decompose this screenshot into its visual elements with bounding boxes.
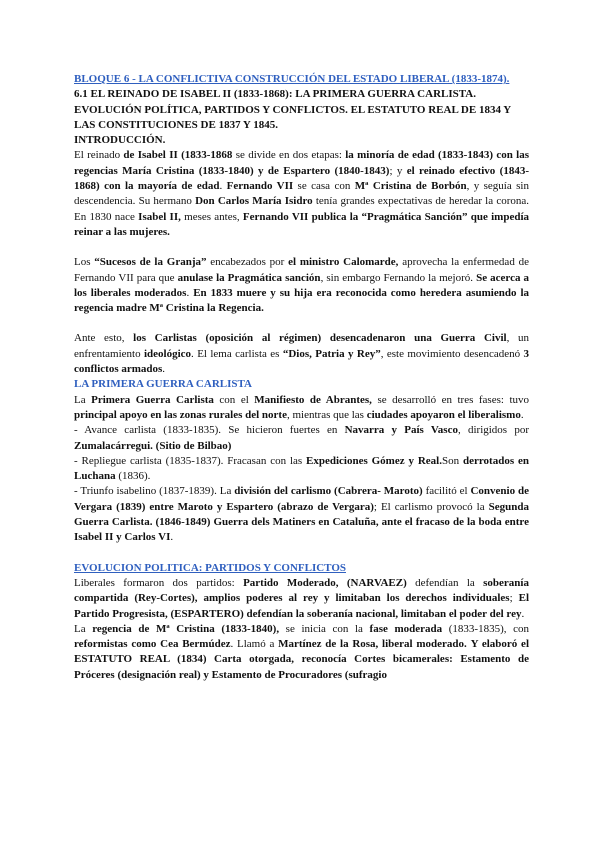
- paragraph-parties: Liberales formaron dos partidos: Partido Moderado, (NARVAEZ) defendían la soberanía compartida (Rey-Cortes), amplios poderes al rey y limitaban los derechos individuales; El Partido Progresista, (ESPARTERO) defendían la soberanía nacional, limitaban el poder del rey.: [74, 576, 530, 620]
- list-item-phase-3: - Triunfo isabelino (1837-1839). La división del carlismo (Cabrera- Maroto) facilitó el Convenio de Vergara (1839) entre Maroto y Espartero (abrazo de Vergara); El carlismo provocó la Segunda Guerra Carlista. (1846-1849) Guerra dels Matiners en Cataluña, ante el fracaso de la boda entre Isabel II y Carlos VI.: [74, 485, 530, 544]
- paragraph-intro: El reinado de Isabel II (1833-1868 se divide en dos etapas: la minoría de edad (1833-1843) con las regencias María Cristina (1833-1840) y de Espartero (1840-1843); y el reinado efectivo (1843-1868) con la mayoría de edad. Fernando VII se casa con Mª Cristina de Borbón, y seguía sin descendencia. Su hermano Don Carlos María Isidro tenía grandes expectativas de heredar la corona. En 1830 nace Isabel II, meses antes, Fernando VII publica la “Pragmática Sanción” que impedía reinar a las mujeres.: [74, 149, 530, 238]
- politics-heading: EVOLUCION POLITICA: PARTIDOS Y CONFLICTOS: [74, 561, 346, 574]
- war-heading: LA PRIMERA GUERRA CARLISTA: [74, 378, 252, 391]
- paragraph-war-intro: La Primera Guerra Carlista con el Manifiesto de Abrantes, se desarrolló en tres fases: tuvo principal apoyo en las zonas rurales del norte, mientras que las ciudades apoyaron el liberalismo.: [74, 393, 529, 421]
- list-item-phase-2: - Repliegue carlista (1835-1837). Fracasan con las Expediciones Gómez y Real.Son derrotados en Luchana (1836).: [74, 454, 529, 483]
- block-title: [74, 72, 529, 87]
- intro-heading: INTRODUCCIÓN.: [74, 134, 166, 147]
- block-title-text: BLOQUE 6 - LA CONFLICTIVA CONSTRUCCIÓN DEL ESTADO LIBERAL (1833-1874).: [74, 73, 510, 85]
- paragraph-gap: [74, 240, 529, 255]
- paragraph-carlists: Ante esto, los Carlistas (oposición al régimen) desencadenaron una Guerra Civil, un enfrentamiento ideológico. El lema carlista es “Dios, Patria y Rey”, este movimiento desencadenó 3 conflictos armados.: [74, 332, 529, 376]
- list-item-phase-1: - Avance carlista (1833-1835). Se hicieron fuertes en Navarra y País Vasco, dirigidos por Zumalacárregui. (Sitio de Bilbao): [74, 424, 529, 452]
- section-title: 6.1 EL REINADO DE ISABEL II (1833-1868): LA PRIMERA GUERRA CARLISTA. EVOLUCIÓN POLÍTICA, PARTIDOS Y CONFLICTOS. EL ESTATUTO REAL DE 1834 Y LAS CONSTITUCIONES DE 1837 Y 1845.: [74, 88, 511, 131]
- paragraph-regency: La regencia de Mª Cristina (1833-1840), se inicia con la fase moderada (1833-1835), con reformistas como Cea Bermúdez. Llamó a Martínez de la Rosa, liberal moderado. Y elaboró el ESTATUTO REAL (1834) Carta otorgada, reconocía Cortes bicamerales: Estamento de Próceres (designación real) y Estamento de Procuradores (sufragio: [74, 622, 529, 681]
- document-body: [74, 72, 529, 683]
- paragraph-granja: Los “Sucesos de la Granja” encabezados por el ministro Calomarde, aprovecha la enfermedad de Fernando VII para que anulase la Pragmática sanción, sin embargo Fernando la mejoró. Se acerca a los liberales moderados. En 1833 muere y su hija era reconocida como heredera asumiendo la regencia madre Mª Cristina la Regencia.: [74, 256, 530, 315]
- paragraph-gap: [74, 316, 529, 331]
- paragraph-gap: [74, 546, 529, 561]
